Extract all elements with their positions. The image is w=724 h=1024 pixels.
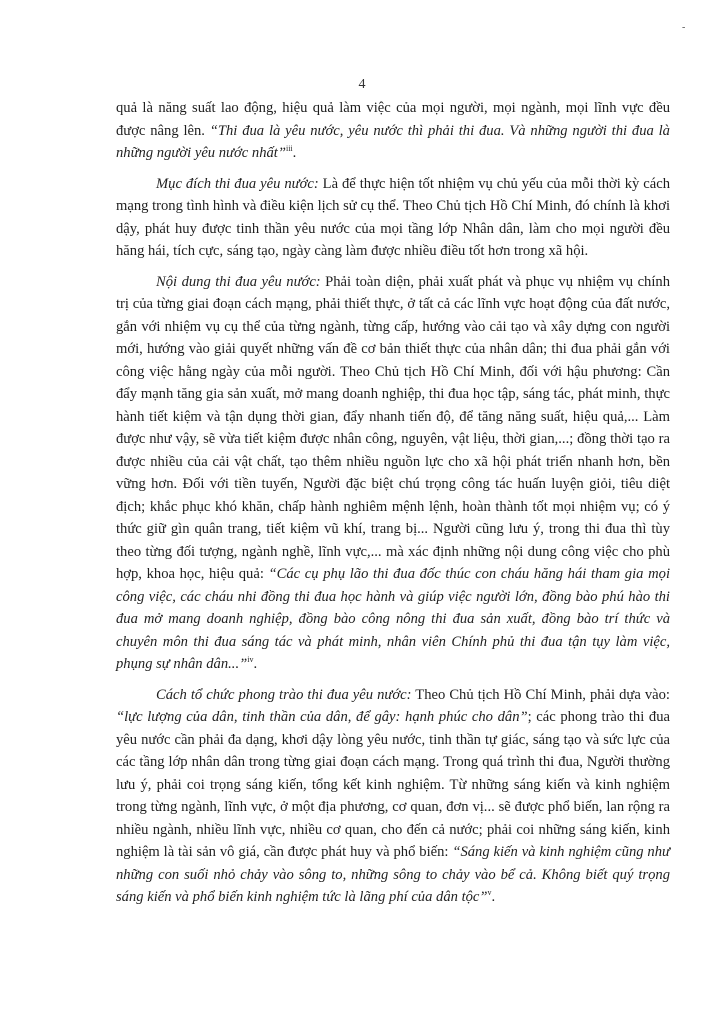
quote: “Sáng kiến và kinh nghiệm cũng như những con suối nhỏ chảy vào sông to, những sông to chảy vào bể cả. Không biết quý trọng sáng kiến và phổ biến kinh nghiệm tức là lãng phí của dân tộc” — [116, 844, 670, 905]
corner-mark: - — [682, 22, 686, 33]
quote: “Thi đua là yêu nước, yêu nước thì phải thi đua. Và những người thi đua là những người yêu nước nhất” — [116, 122, 670, 161]
section-heading: Cách tổ chức phong trào thi đua yêu nước: — [156, 686, 412, 703]
paragraph-text: Phải toàn diện, phải xuất phát và phục vụ nhiệm vụ chính trị của từng giai đoạn cách mạng, phải thiết thực, ở tất cả các lĩnh vực hoạt động của đất nước, gắn với nhiệm vụ cụ thể của từng ngành, từng cấp, hướng vào cải tạo và xây dựng con người mới, hướng vào giải quyết những vấn đề cơ bản thiết thực của nhân dân; thi đua phải gắn với công việc hằng ngày của mỗi người. Theo Chủ tịch Hồ Chí Minh, đối với hậu phương: Cần đẩy mạnh tăng gia sản xuất, mở mang doanh nghiệp, thi đua học tập, sáng tác, phát minh, thực hành tiết kiệm và tận dụng thời gian, đẩy nhanh tiến độ, để tăng năng suất, hiệu quả,... Làm được như vậy, sẽ vừa tiết kiệm được nhân công, nguyên, vật liệu, thời gian,...; đồng thời tạo ra được nhiều của cải vật chất, tạo thêm nhiều nguồn lực cho xã hội phát triển nhanh hơn, bền vững hơn. Đối với tiền tuyến, Người đặc biệt chú trọng công tác huấn luyện giỏi, tiêu diệt địch; khắc phục khó khăn, chấp hành nghiêm mệnh lệnh, hoàn thành tốt mọi nhiệm vụ; có ý thức giữ gìn quân trang, tiết kiệm vũ khí, trang bị... Người cũng lưu ý, trong thi đua thì tùy theo từng đối tượng, ngành nghề, lĩnh vực,... mà xác định những nội dung công việc cho phù hợp, khoa học, hiệu quả: — [116, 273, 670, 582]
paragraph-purpose — [116, 173, 670, 263]
section-heading: Nội dung thi đua yêu nước: — [156, 273, 321, 290]
endnote-ref: v — [487, 888, 492, 898]
paragraph-text: Là để thực hiện tốt nhiệm vụ chủ yếu của mỗi thời kỳ cách mạng trong tình hình và điều kiện lịch sử cụ thể. Theo Chủ tịch Hồ Chí Minh, đó chính là khơi dậy, phát huy được tinh thần yêu nước của mọi tầng lớp Nhân dân, làm cho mọi người đều hăng hái, tích cực, sáng tạo, ngày càng làm được nhiều điều tốt hơn trong xã hội. — [116, 175, 670, 259]
paragraph-text: Theo Chủ tịch Hồ Chí Minh, phải dựa vào: — [411, 686, 670, 703]
page-number: 4 — [358, 77, 366, 92]
paragraph-end: . — [491, 889, 496, 905]
quote: “Các cụ phụ lão thi đua đốc thúc con cháu hăng hái tham gia mọi công việc, các cháu nhi đồng thi đua học hành và giúp việc người lớn, đồng bào phú hào thi đua mở mang doanh nghiệp, đồng bào công nông thi đua sản xuất, đồng bào trí thức và chuyên môn thi đua sáng tác và phát minh, nhân viên Chính phủ thi đua tận tụy làm việc, phụng sự nhân dân...” — [116, 566, 670, 672]
paragraph-end: . — [292, 145, 297, 161]
section-heading: Mục đích thi đua yêu nước: — [156, 175, 319, 192]
quote: “lực lượng của dân, tinh thần của dân, để gây: hạnh phúc cho dân” — [116, 709, 528, 725]
document-body — [116, 97, 670, 917]
paragraph-organization — [116, 684, 670, 909]
endnote-ref: iv — [247, 655, 254, 665]
endnote-ref: iii — [285, 144, 293, 154]
paragraph-text: quả là năng suất lao động, hiệu quả làm việc của mọi người, mọi ngành, mọi lĩnh vực đều được nâng lên. — [116, 100, 670, 139]
paragraph-text: ; các phong trào thi đua yêu nước cần phải đa dạng, khơi dậy lòng yêu nước, tinh thần tự giác, sáng tạo và sức lực của các tầng lớp nhân dân trong từng giai đoạn cách mạng. Trong quá trình thi đua, Người thường lưu ý, phải coi trọng sáng kiến, tổng kết kinh nghiệm. Từ những sáng kiến và kinh nghiệm trong từng ngành, lĩnh vực, ở một địa phương, cơ quan, đơn vị... sẽ được phổ biến, lan rộng ra nhiều ngành, nhiều lĩnh vực, nhiều cơ quan, cho đến cả nước; phải coi những sáng kiến, kinh nghiệm là tài sản vô giá, cần được phát huy và phổ biến: — [116, 709, 670, 860]
paragraph-end: . — [253, 656, 258, 672]
paragraph-continuation — [116, 97, 670, 165]
paragraph-content — [116, 271, 670, 676]
